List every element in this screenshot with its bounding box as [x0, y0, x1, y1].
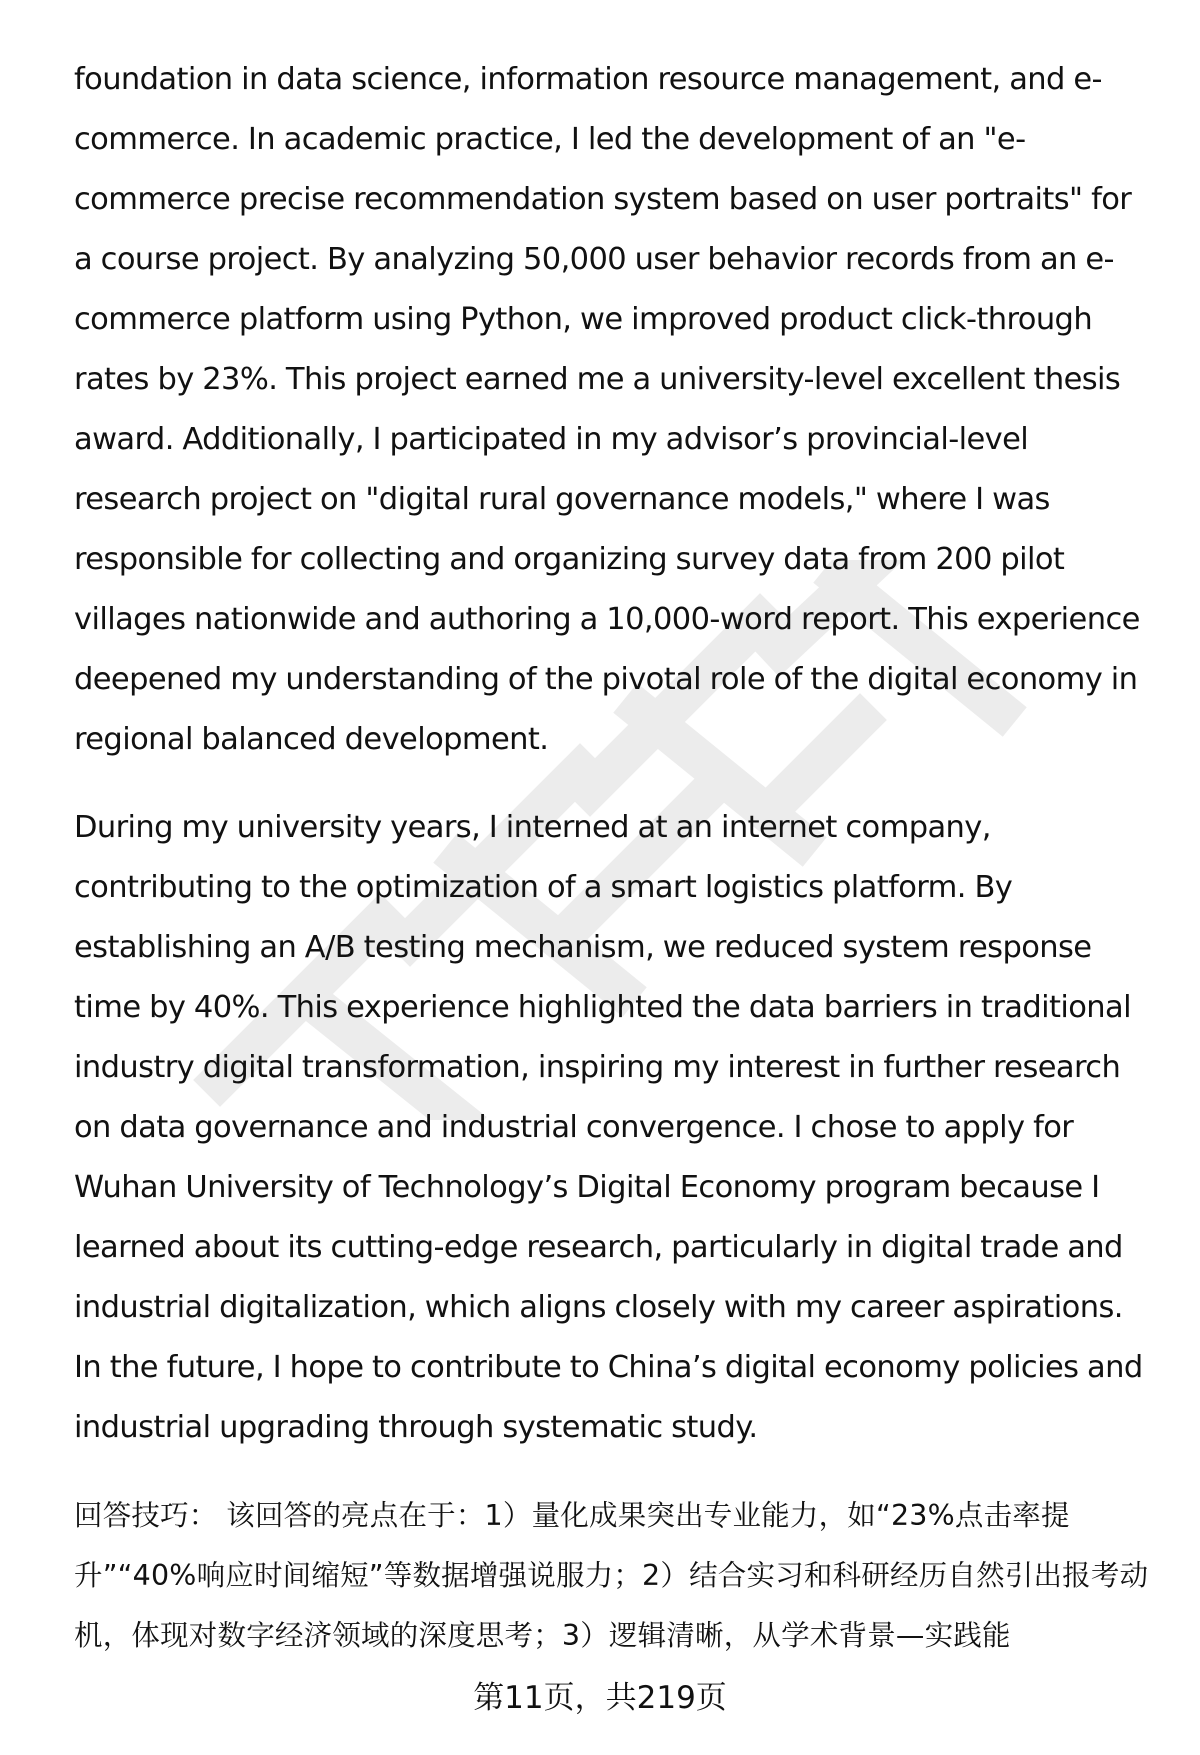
body-paragraph-1: foundation in data science, information resource management, and e-commerce. In academic practice, I led the development of an "e-commerce precise recommendation system based on user portraits" for a course project. By analyzing 50,000 user behavior records from an e-commerce platform using Python, we improved product click-through rates by 23%. This project earned me a university-level excellent thesis award. Additionally, I participated in my advisor’s provincial-level research project on "digital rural governance models," where I was responsible for collecting and organizing survey data from 200 pilot villages nationwide and authoring a 10,000-word report. This experience deepened my understanding of the pivotal role of the digital economy in regional balanced development. — [74, 62, 1140, 757]
body-paragraph-2: During my university years, I interned at an internet company, contributing to the optimization of a smart logistics platform. By establishing an A/B testing mechanism, we reduced system response time by 40%. This experience highlighted the data barriers in traditional industry digital transformation, inspiring my interest in further research on data governance and industrial convergence. I chose to apply for Wuhan University of Technology’s Digital Economy program because I learned about its cutting-edge research, particularly in digital trade and industrial digitalization, which aligns closely with my career aspirations. In the future, I hope to contribute to China’s digital economy policies and industrial upgrading through systematic study. — [74, 810, 1143, 1445]
answer-tips-paragraph: 回答技巧： 该回答的亮点在于：1）量化成果突出专业能力，如“23%点击率提升”“40%响应时间缩短”等数据增强说服力；2）结合实习和科研经历自然引出报考动机，体现对数字经济领域的深度思考；3）逻辑清晰，从学术背景—实践能 — [74, 1499, 1149, 1652]
document-body — [74, 50, 1154, 1666]
page-number-footer: 第11页，共219页 — [473, 1680, 727, 1716]
